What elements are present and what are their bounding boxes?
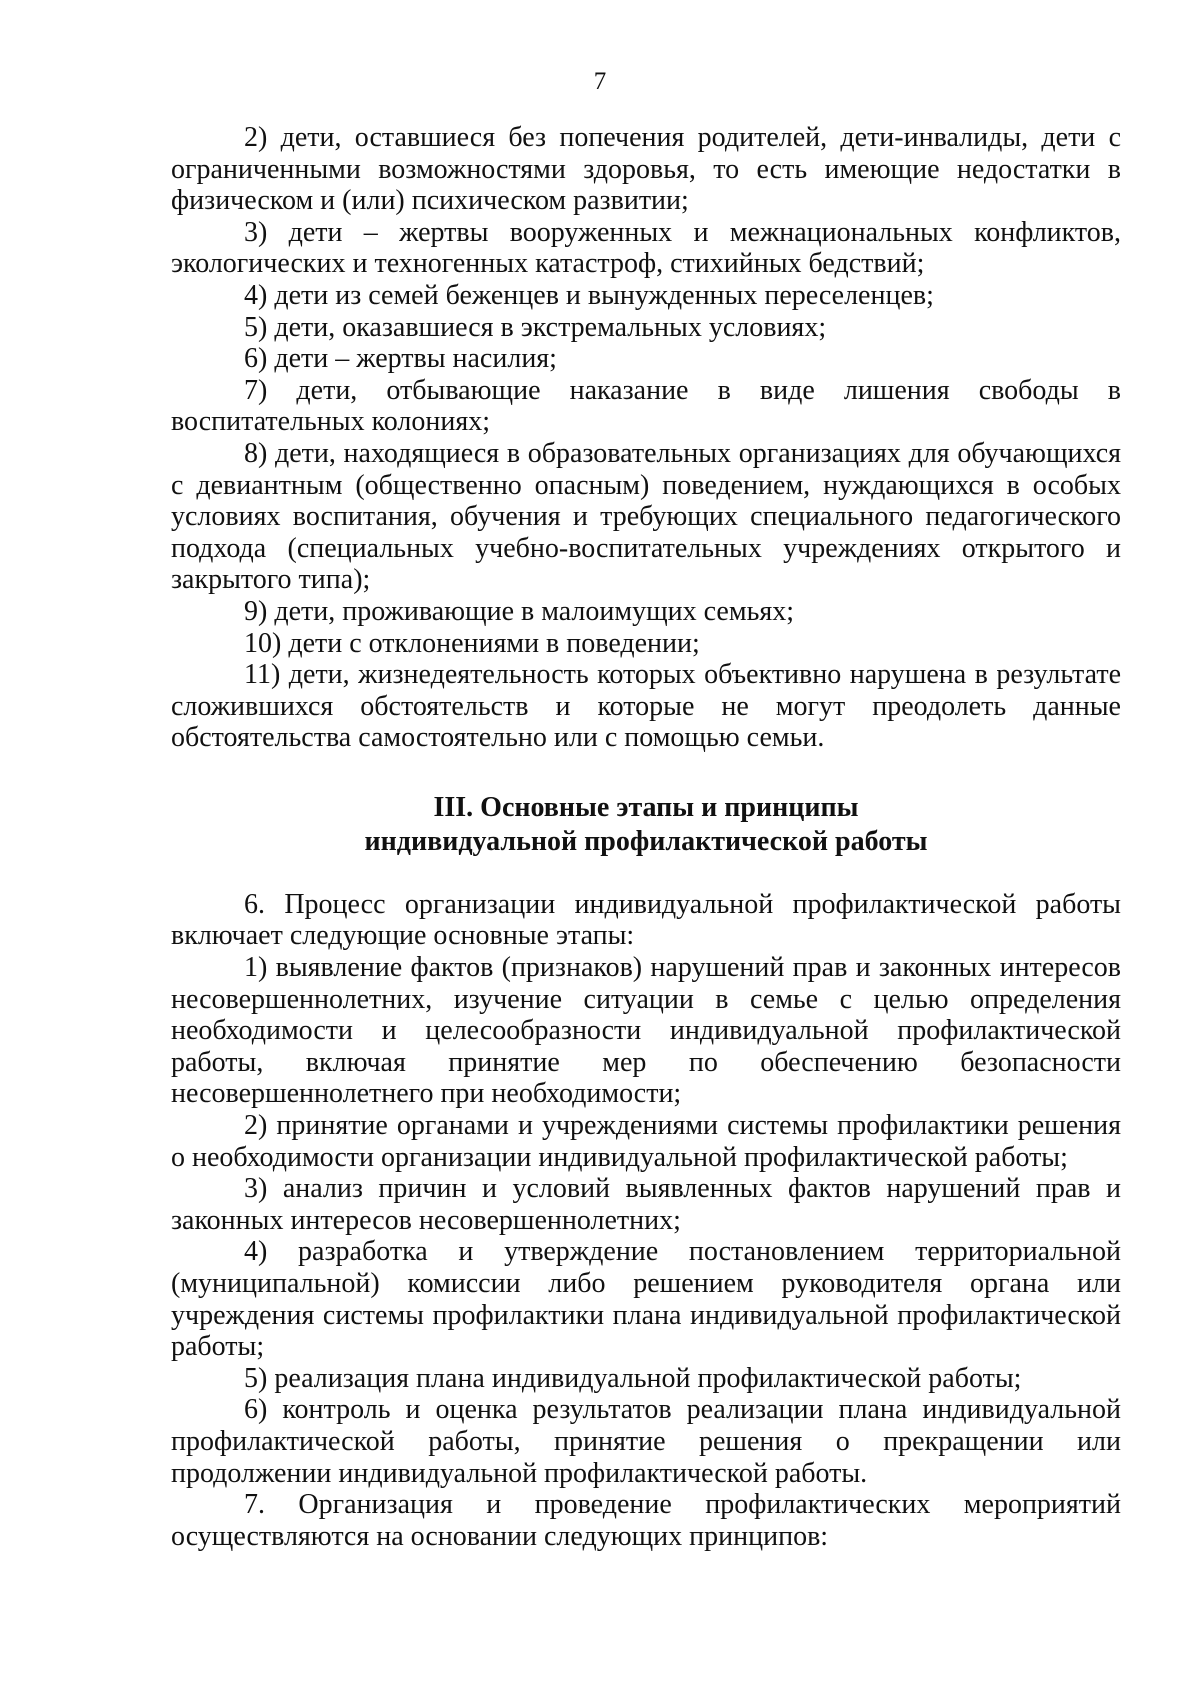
stage-4: 4) разработка и утверждение постановлением территориальной (муниципальной) комиссии либо решением руководителя органа или учреждения системы профилактики плана индивидуальной профилактической работы;: [171, 1236, 1121, 1363]
list-item-4: 4) дети из семей беженцев и вынужденных переселенцев;: [244, 279, 934, 311]
list-item-11: 11) дети, жизнедеятельность которых объективно нарушена в результате сложившихся обстоятельств и которые не могут преодолеть данные обстоятельства самостоятельно или с помощью семьи.: [171, 659, 1121, 754]
stage-3: 3) анализ причин и условий выявленных фактов нарушений прав и законных интересов несовершеннолетних;: [171, 1173, 1121, 1236]
list-item-6: 6) дети – жертвы насилия;: [244, 343, 557, 375]
list-item-8: 8) дети, находящиеся в образовательных организациях для обучающихся с девиантным (общественно опасным) поведением, нуждающихся в особых условиях воспитания, обучения и требующих специального педагогического подхода (специальных учебно-воспитательных учреждениях открытого и закрытого типа);: [171, 437, 1121, 596]
page-number: 7: [593, 68, 607, 95]
section-heading-line-2: индивидуальной профилактической работы: [364, 825, 928, 857]
list-item-5: 5) дети, оказавшиеся в экстремальных условиях;: [244, 311, 827, 343]
document-body: [171, 122, 1121, 1552]
list-item-9: 9) дети, проживающие в малоимущих семьях;: [244, 595, 794, 627]
stage-6: 6) контроль и оценка результатов реализации плана индивидуальной профилактической работы, принятие решения о прекращении или продолжении индивидуальной профилактической работы.: [171, 1394, 1121, 1489]
list-item-7: 7) дети, отбывающие наказание в виде лишения свободы в воспитательных колониях;: [171, 374, 1121, 438]
stage-5: 5) реализация плана индивидуальной профилактической работы;: [244, 1362, 1022, 1394]
section-heading-line-1: III. Основные этапы и принципы: [433, 791, 859, 823]
list-item-10: 10) дети с отклонениями в поведении;: [244, 627, 700, 659]
clause-7: 7. Организация и проведение профилактических мероприятий осуществляются на основании следующих принципов:: [171, 1489, 1121, 1552]
clause-6: 6. Процесс организации индивидуальной профилактической работы включает следующие основные этапы:: [171, 888, 1121, 952]
stage-1: 1) выявление фактов (признаков) нарушений прав и законных интересов несовершеннолетних, изучение ситуации в семье с целью определения необходимости и целесообразности индивидуальной профилактической работы, включая принятие мер по обеспечению безопасности несовершеннолетнего при необходимости;: [171, 952, 1121, 1110]
stage-2: 2) принятие органами и учреждениями системы профилактики решения о необходимости организации индивидуальной профилактической работы;: [171, 1110, 1121, 1173]
list-item-3: 3) дети – жертвы вооруженных и межнациональных конфликтов, экологических и техногенных катастроф, стихийных бедствий;: [171, 216, 1121, 280]
list-item-2: 2) дети, оставшиеся без попечения родителей, дети-инвалиды, дети с ограниченными возможностями здоровья, то есть имеющие недостатки в физическом и (или) психическом развитии;: [171, 122, 1121, 217]
